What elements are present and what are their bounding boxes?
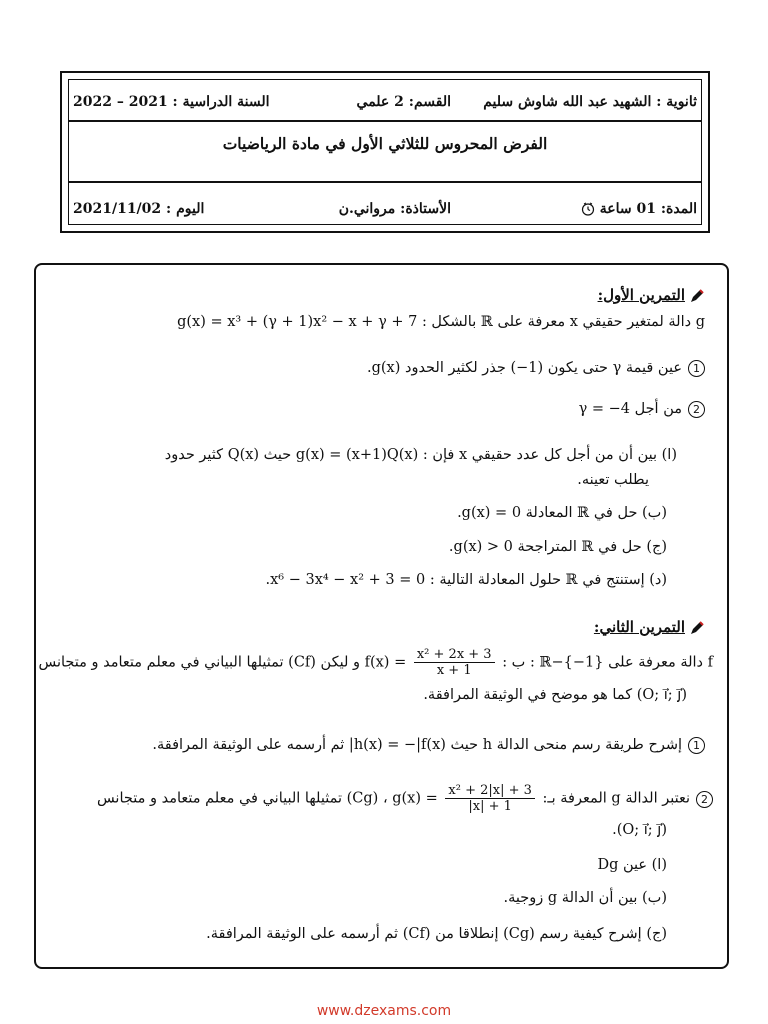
- clock-icon: [581, 202, 595, 216]
- ex2-q2-cont: (O; i⃗; j⃗).: [612, 822, 667, 838]
- ex1-q2a-cont: يطلب تعينه.: [577, 472, 649, 488]
- ex1-q2a: [165, 445, 677, 465]
- question-number-2: 2: [688, 401, 705, 418]
- question-number-1: 1: [688, 360, 705, 377]
- ex1-q2d: (د) إستنتج في ℝ حلول المعادلة التالية : x⁶ − 3x⁴ − x² + 3 = 0.: [265, 572, 667, 588]
- ex2-g-denominator: |x| + 1: [468, 799, 512, 814]
- question-number-1: 1: [688, 737, 705, 754]
- pencil-icon: [689, 288, 705, 304]
- ex2-intro-cont: (O; i⃗; j⃗) كما هو موضح في الوثيقة المرافقة.: [423, 687, 687, 703]
- ex2-q2-text1: نعتبر الدالة g المعرفة بـ:: [542, 790, 690, 807]
- exam-header-inner: [68, 79, 702, 225]
- header-row-3: [69, 201, 701, 221]
- ex1-q1: [367, 358, 705, 378]
- ex1-q1-text: عين قيمة γ حتى يكون (1−) جذر لكثير الحدود g(x).: [366, 360, 682, 376]
- ex1-q2a-text: (ا) بين أن من أجل كل عدد حقيقي x فإن :: [422, 447, 677, 463]
- ex1-q2b: (ب) حل في ℝ المعادلة g(x) = 0.: [457, 505, 667, 521]
- exam-header: [60, 71, 710, 233]
- exercise-1-heading: [598, 285, 705, 305]
- teacher-name: الأستاذة: مرواني.ن: [338, 201, 451, 217]
- ex2-q2c: (ج) إشرح كيفية رسم (Cg) إنطلاقا من (Cf) ثم أرسمه على الوثيقة المرافقة.: [206, 926, 667, 942]
- duration: [581, 201, 697, 217]
- ex2-f-lhs: f(x) =: [364, 654, 407, 671]
- school-name: ثانوية : الشهيد عبد الله شاوش سليم: [483, 94, 697, 110]
- ex2-g-lhs: g(x) =: [392, 790, 438, 807]
- exam-date: اليوم : 2021/11/02: [73, 201, 205, 217]
- ex1-q2c: (ج) حل في ℝ المتراجحة g(x) > 0.: [448, 539, 667, 555]
- duration-text: المدة: 01 ساعة: [599, 201, 697, 217]
- header-divider-2: [69, 181, 701, 183]
- school-year: السنة الدراسية : 2021 – 2022: [73, 94, 270, 110]
- ex1-intro-text: g دالة لمتغير حقيقي x معرفة على ℝ بالشكل :: [421, 314, 705, 330]
- section-label: القسم: 2 علمي: [356, 94, 451, 110]
- exercise-2-heading: [594, 617, 705, 637]
- ex1-q2a-text2: حيث Q(x) كثير حدود: [164, 447, 292, 463]
- exercises-box: [34, 263, 729, 969]
- ex1-q2a-math: g(x) = (x+1)Q(x): [295, 447, 419, 463]
- ex1-g-definition: g(x) = x³ + (γ + 1)x² − x + γ + 7: [177, 314, 418, 330]
- ex2-intro-text2: و ليكن (Cf) تمثيلها البياني في معلم متعامد و متجانس: [38, 654, 360, 671]
- ex1-q2-text: من أجل γ = −4: [578, 401, 682, 417]
- ex2-q1: [152, 735, 705, 755]
- footer-website-link[interactable]: www.dzexams.com: [316, 1003, 452, 1019]
- ex2-q2b: (ب) بين أن الدالة g زوجية.: [503, 890, 667, 906]
- ex2-q2-text2: ، (Cg) تمثيلها البياني في معلم متعامد و متجانس: [96, 790, 388, 807]
- ex2-intro-text1: f دالة معرفة على {1−}−ℝ : ب :: [502, 654, 713, 671]
- ex2-intro: [38, 647, 713, 678]
- ex2-q2a: (ا) عين Dg: [597, 857, 667, 873]
- ex2-f-definition: [365, 647, 498, 678]
- ex2-g-definition: [392, 783, 538, 814]
- ex2-f-fraction: [414, 647, 495, 678]
- ex2-f-denominator: x + 1: [436, 663, 472, 678]
- ex2-g-numerator: x² + 2|x| + 3: [445, 783, 535, 799]
- exam-title: الفرض المحروس للثلاثي الأول في مادة الرياضيات: [222, 134, 548, 153]
- exercise-1-title: التمرين الأول:: [597, 286, 685, 304]
- header-row-1: [69, 94, 701, 114]
- pencil-icon: [689, 620, 705, 636]
- ex2-f-numerator: x² + 2x + 3: [414, 647, 495, 663]
- ex2-q2: [97, 783, 713, 814]
- ex2-g-fraction: [445, 783, 535, 814]
- ex1-intro: [177, 312, 705, 332]
- ex2-q1-text: إشرح طريقة رسم منحى الدالة h حيث h(x) = −|f(x)| ثم أرسمه على الوثيقة المرافقة.: [152, 737, 682, 753]
- exercise-2-title: التمرين الثاني:: [593, 618, 685, 636]
- question-number-2: 2: [696, 791, 713, 808]
- ex1-q2: [579, 399, 705, 419]
- header-divider-1: [69, 120, 701, 122]
